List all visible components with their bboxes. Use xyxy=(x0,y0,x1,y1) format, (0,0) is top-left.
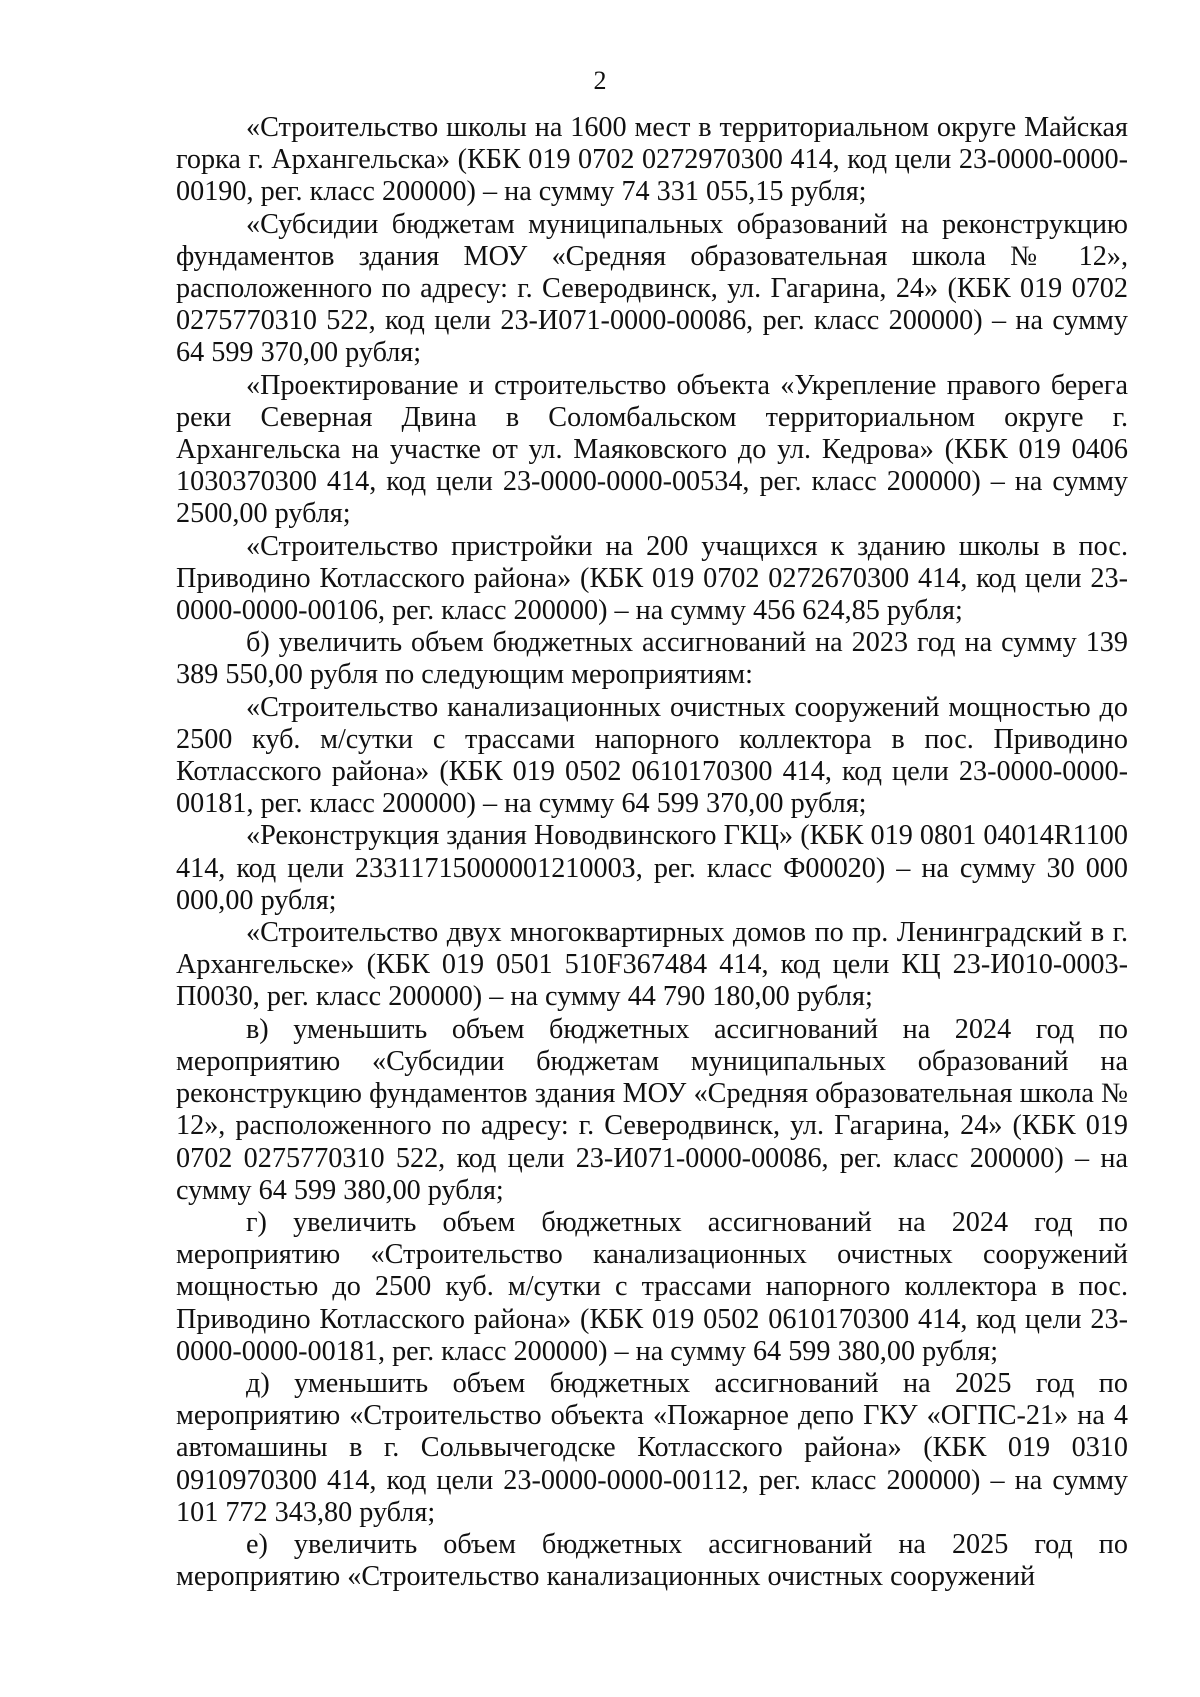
paragraph-item-g: г) увеличить объем бюджетных ассигнований на 2024 год по мероприятию «Строительство канализационных очистных сооружений мощностью до 2500 куб. м/сутки с трассами напорного коллектора в пос. Приводино Котласского района» (КБК 019 0502 0610170300 414, код цели 23-0000-0000-00181, рег. класс 200000) – на сумму 64 599 380,00 рубля; xyxy=(176,1206,1128,1367)
paragraph-item-e: е) увеличить объем бюджетных ассигнований на 2025 год по мероприятию «Строительство канализационных очистных сооружений xyxy=(176,1528,1128,1593)
paragraph-subsidy-severodvinsk: «Субсидии бюджетам муниципальных образований на реконструкцию фундаментов здания МОУ «Средняя образовательная школа № 12», расположенного по адресу: г. Северодвинск, ул. Гагарина, 24» (КБК 019 0702 0275770310 522, код цели 23-И071-0000-00086, рег. класс 200000) – на сумму 64 599 370,00 рубля; xyxy=(176,208,1128,369)
paragraph-sewage-facilities-2023: «Строительство канализационных очистных сооружений мощностью до 2500 куб. м/сутки с трассами напорного коллектора в пос. Приводино Котласского района» (КБК 019 0502 0610170300 414, код цели 23-0000-0000-00181, рег. класс 200000) – на сумму 64 599 370,00 рубля; xyxy=(176,691,1128,820)
paragraph-school-mayskaya-gorka: «Строительство школы на 1600 мест в территориальном округе Майская горка г. Архангельска» (КБК 019 0702 0272970300 414, код цели 23-0000-0000-00190, рег. класс 200000) – на сумму 74 331 055,15 рубля; xyxy=(176,112,1128,208)
paragraph-item-d: д) уменьшить объем бюджетных ассигнований на 2025 год по мероприятию «Строительство объекта «Пожарное депо ГКУ «ОГПС-21» на 4 автомашины в г. Сольвычегодске Котласского района» (КБК 019 0310 0910970300 414, код цели 23-0000-0000-00112, рег. класс 200000) – на сумму 101 772 343,80 рубля; xyxy=(176,1367,1128,1528)
page-number: 2 xyxy=(593,66,607,95)
paragraph-item-v: в) уменьшить объем бюджетных ассигнований на 2024 год по мероприятию «Субсидии бюджетам муниципальных образований на реконструкцию фундаментов здания МОУ «Средняя образовательная школа № 12», расположенного по адресу: г. Северодвинск, ул. Гагарина, 24» (КБК 019 0702 0275770310 522, код цели 23-И071-0000-00086, рег. класс 200000) – на сумму 64 599 380,00 рубля; xyxy=(176,1013,1128,1206)
paragraph-novodvinsk-gkc: «Реконструкция здания Новодвинского ГКЦ» (КБК 019 0801 04014R1100 414, код цели 2331171500000121000З, рег. класс Ф00020) – на сумму 30 000 000,00 рубля; xyxy=(176,820,1128,916)
paragraph-school-extension-privodino: «Строительство пристройки на 200 учащихся к зданию школы в пос. Приводино Котласского района» (КБК 019 0702 0272670300 414, код цели 23-0000-0000-00106, рег. класс 200000) – на сумму 456 624,85 рубля; xyxy=(176,530,1128,627)
paragraph-apartment-buildings: «Строительство двух многоквартирных домов по пр. Ленинградский в г. Архангельске» (КБК 019 0501 510F367484 414, код цели КЦ 23-И010-0003-П0030, рег. класс 200000) – на сумму 44 790 180,00 рубля; xyxy=(176,917,1128,1013)
paragraph-item-b: б) увеличить объем бюджетных ассигнований на 2023 год на сумму 139 389 550,00 рубля по следующим мероприятиям: xyxy=(176,627,1128,691)
document-body xyxy=(176,112,1128,1593)
paragraph-riverbank-reinforcement: «Проектирование и строительство объекта «Укрепление правого берега реки Северная Двина в Соломбальском территориальном округе г. Архангельска на участке от ул. Маяковского до ул. Кедрова» (КБК 019 0406 1030370300 414, код цели 23-0000-0000-00534, рег. класс 200000) – на сумму 2500,00 рубля; xyxy=(176,369,1128,530)
